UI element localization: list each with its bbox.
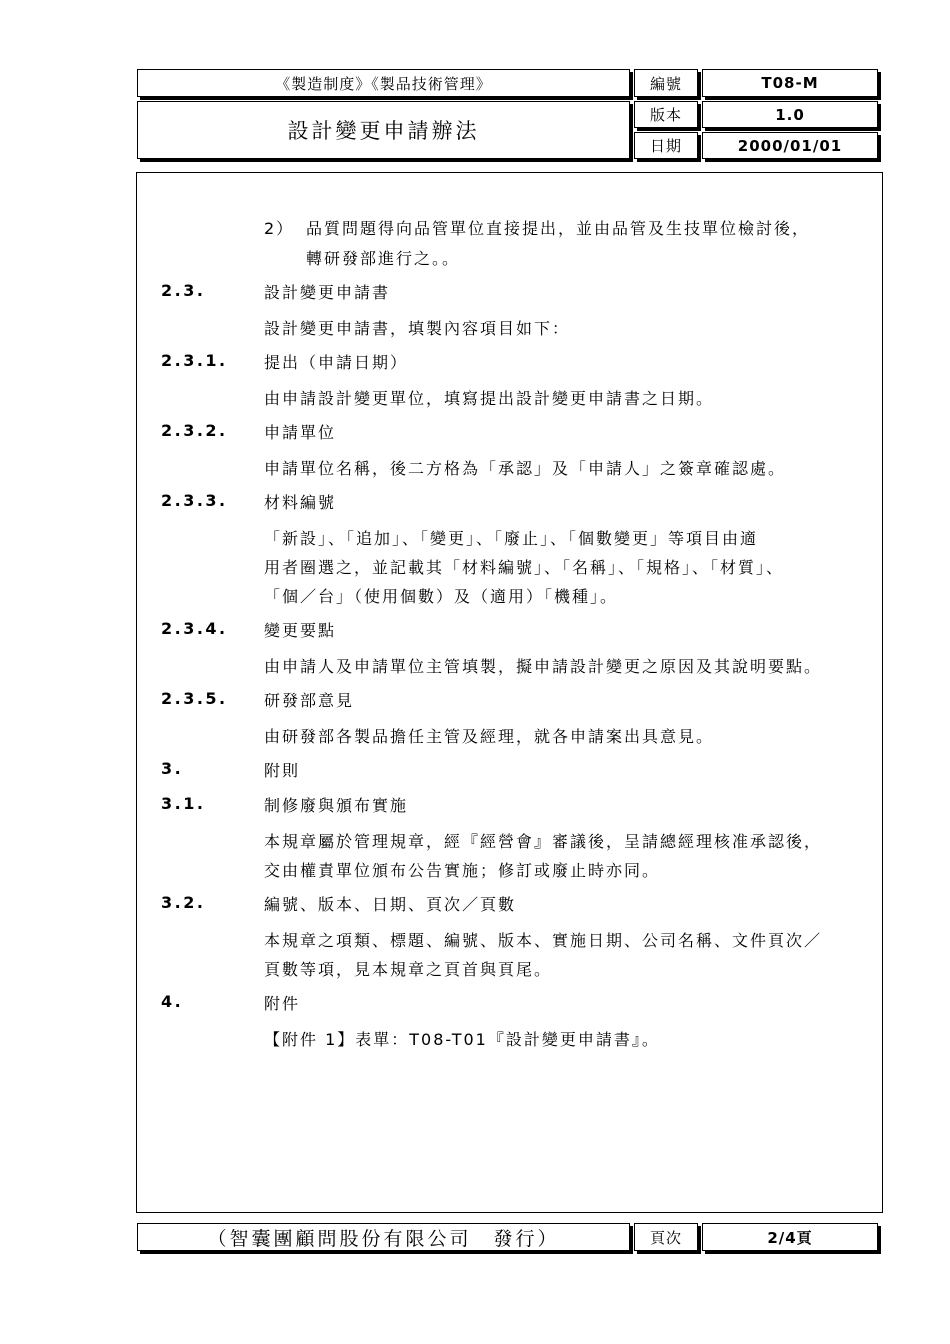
item-number: 2） [264, 219, 295, 238]
page-value: 2/4頁 [702, 1223, 878, 1251]
section-heading: 設計變更申請書 [264, 283, 391, 302]
section-heading: 變更要點 [264, 621, 337, 640]
paragraph-line: 【附件 1】表單：T08-T01『設計變更申請書』。 [264, 1030, 660, 1049]
paragraph-line: 由研發部各製品擔任主管及經理，就各申請案出具意見。 [264, 727, 715, 746]
section-number: 3.2. [161, 893, 206, 912]
section-heading: 研發部意見 [264, 691, 355, 710]
document-title: 設計變更申請辦法 [137, 101, 630, 159]
section-number: 4. [161, 992, 184, 1011]
paragraph-line: 由申請設計變更單位，填寫提出設計變更申請書之日期。 [264, 389, 715, 408]
section-heading: 提出（申請日期） [264, 353, 409, 372]
paragraph-line: 「個／台」（使用個數）及（適用）「機種」。 [264, 587, 619, 606]
date-label: 日期 [634, 132, 698, 159]
section-number: 3. [161, 759, 184, 778]
publisher-line: （智囊團顧問股份有限公司 發行） [137, 1223, 630, 1251]
section-heading: 附則 [264, 761, 301, 780]
version-value: 1.0 [702, 101, 878, 128]
version-label: 版本 [634, 101, 698, 128]
section-number: 3.1. [161, 794, 206, 813]
page-label: 頁次 [634, 1223, 698, 1251]
paragraph-line: 本規章屬於管理規章，經『經營會』審議後，呈請總經理核准承認後， [264, 832, 823, 851]
section-number: 2.3.5. [161, 689, 228, 708]
paragraph-line: 轉研發部進行之。。 [306, 249, 461, 268]
paragraph-line: 由申請人及申請單位主管填製，擬申請設計變更之原因及其說明要點。 [264, 657, 823, 676]
document-series: 《製造制度》《製品技術管理》 [137, 69, 630, 97]
paragraph-line: 申請單位名稱，後二方格為「承認」及「申請人」之簽章確認處。 [264, 459, 787, 478]
code-label: 編號 [634, 69, 698, 97]
section-number: 2.3.2. [161, 421, 228, 440]
section-number: 2.3. [161, 281, 206, 300]
section-heading: 編號、版本、日期、頁次／頁數 [264, 895, 517, 914]
section-number: 2.3.3. [161, 491, 228, 510]
paragraph-line: 頁數等項，見本規章之頁首與頁尾。 [264, 960, 553, 979]
paragraph-line: 「新設」、「追加」、「變更」、「廢止」、「個數變更」等項目由適 [264, 529, 759, 548]
section-heading: 附件 [264, 994, 301, 1013]
paragraph-line: 用者圈選之，並記載其「材料編號」、「名稱」、「規格」、「材質」、 [264, 558, 785, 577]
section-number: 2.3.4. [161, 619, 228, 638]
code-value: T08-M [702, 69, 878, 97]
section-heading: 制修廢與頒布實施 [264, 796, 409, 815]
paragraph-line: 設計變更申請書，填製內容項目如下： [264, 319, 571, 338]
paragraph-line: 品質問題得向品管單位直接提出，並由品管及生技單位檢討後， [306, 219, 811, 238]
paragraph-line: 本規章之項類、標題、編號、版本、實施日期、公司名稱、文件頁次／ [264, 931, 823, 950]
section-number: 2.3.1. [161, 351, 228, 370]
date-value: 2000/01/01 [702, 132, 878, 159]
section-heading: 申請單位 [264, 423, 337, 442]
paragraph-line: 交由權責單位頒布公告實施；修訂或廢止時亦同。 [264, 861, 661, 880]
section-heading: 材料編號 [264, 493, 337, 512]
